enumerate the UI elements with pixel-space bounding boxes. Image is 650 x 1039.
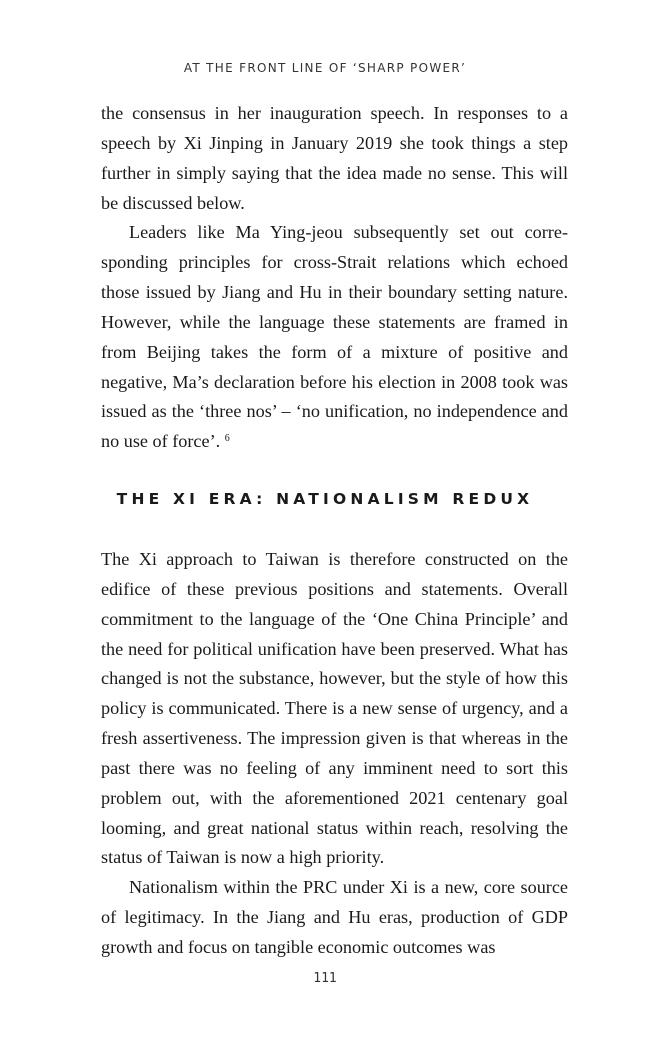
footnote-marker[interactable]: 6 [224, 433, 230, 445]
body-text-after-heading [101, 545, 568, 963]
section-heading: THE XI ERA: NATIONALISM REDUX [116, 490, 534, 508]
running-head: AT THE FRONT LINE OF ‘SHARP POWER’ [183, 61, 467, 75]
paragraph-2-text: Leaders like Ma Ying-jeou subsequently set out corresponding principles for cross-Strait relations which echoed those issued by Jiang and Hu in their boundary setting nature. However, while the language these statements are framed in from Beijing takes the form of a mixture of positive and negative, Ma’s declaration before his election in 2008 took was issued as the ‘three nos’ – ‘no unification, no independence and no use of force’. [101, 222, 568, 452]
paragraph-2 [101, 218, 568, 457]
body-text-before-heading [101, 99, 568, 457]
page-number: 111 [313, 971, 337, 986]
paragraph-4: Nationalism within the PRC under Xi is a new, core source of legitimacy. In the Jiang and Hu eras, production of GDP growth and focus on tangible economic outcomes was [101, 877, 568, 957]
paragraph-3: The Xi approach to Taiwan is therefore constructed on the edifice of these previous positions and statements. Overall commitment to the language of the ‘One China Principle’ and the need for political unification have been preserved. What has changed is not the substance, however, but the style of how this policy is communicated. There is a new sense of urgency, and a fresh assertiveness. The impression given is that whereas in the past there was no feeling of any imminent need to sort this problem out, with the aforementioned 2021 centenary goal looming, and great national status within reach, resolving the status of Taiwan is now a high priority. [101, 549, 568, 868]
paragraph-1: the consensus in her inauguration speech. In responses to a speech by Xi Jinping in January 2019 she took things a step further in simply saying that the idea made no sense. This will be discussed below. [101, 103, 568, 213]
